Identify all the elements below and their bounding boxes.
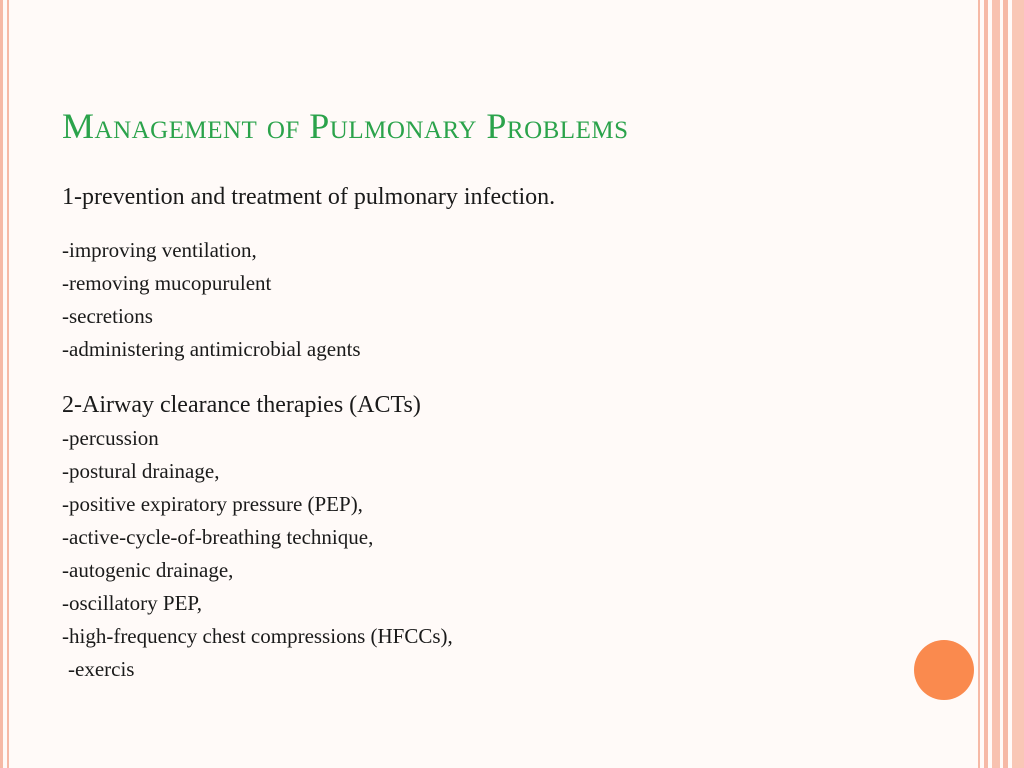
right-border-stripe <box>992 0 1000 768</box>
left-border-line <box>7 0 9 768</box>
list-item: -administering antimicrobial agents <box>62 337 361 361</box>
section-2-heading: 2-Airway clearance therapies (ACTs) <box>62 392 421 418</box>
list-item: -high-frequency chest compressions (HFCCs), <box>62 624 453 648</box>
list-item: -secretions <box>62 304 153 328</box>
slide-title: Management of Pulmonary Problems <box>62 106 629 146</box>
list-item: -removing mucopurulent <box>62 271 272 295</box>
list-item: -positive expiratory pressure (PEP), <box>62 492 363 516</box>
section-1-heading: 1-prevention and treatment of pulmonary infection. <box>62 184 556 210</box>
list-item: -exercis <box>68 657 135 681</box>
right-border-stripe <box>1012 0 1024 768</box>
list-item: -active-cycle-of-breathing technique, <box>62 525 374 549</box>
left-border-line <box>0 0 3 768</box>
list-item: -postural drainage, <box>62 459 220 483</box>
right-border-stripe <box>978 0 980 768</box>
list-item: -percussion <box>62 426 159 450</box>
list-item: -oscillatory PEP, <box>62 591 202 615</box>
accent-circle <box>914 640 974 700</box>
list-item: -autogenic drainage, <box>62 558 234 582</box>
list-item: -improving ventilation, <box>62 238 257 262</box>
right-border-stripe <box>1003 0 1008 768</box>
right-border-stripe <box>984 0 988 768</box>
slide-body <box>62 182 555 686</box>
